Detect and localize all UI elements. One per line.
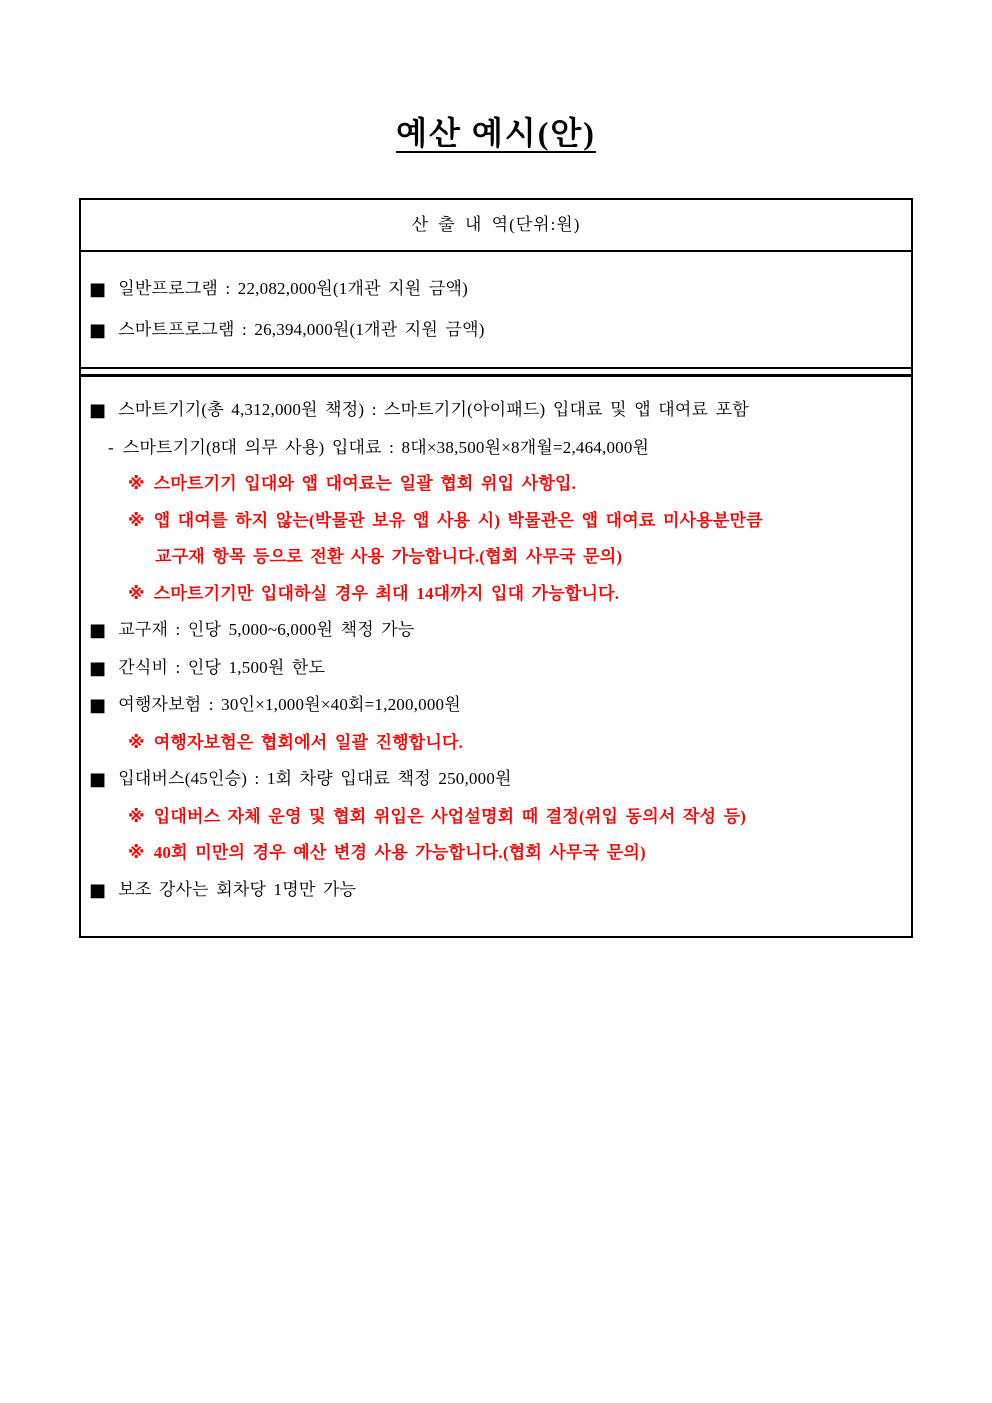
note-text: 스마트기기만 입대하실 경우 최대 14대까지 입대 가능합니다. bbox=[153, 583, 620, 603]
bullet-square-icon: ■ bbox=[89, 400, 107, 421]
note-row bbox=[81, 503, 911, 540]
note-row bbox=[81, 576, 911, 613]
page-title bbox=[79, 0, 913, 154]
row-text: 보조 강사는 회차당 1명만 가능 bbox=[118, 879, 357, 899]
table-row bbox=[81, 612, 911, 650]
bullet-square-icon: ■ bbox=[89, 769, 107, 790]
table-row bbox=[81, 392, 911, 430]
row-text: 여행자보험 : 30인×1,000원×40회=1,200,000원 bbox=[118, 695, 461, 714]
budget-table bbox=[79, 198, 913, 938]
note-row bbox=[81, 835, 911, 872]
note-row-continuation bbox=[81, 539, 911, 576]
bullet-square-icon: ■ bbox=[89, 620, 107, 641]
table-section-details bbox=[81, 377, 911, 936]
table-row bbox=[81, 650, 911, 688]
dash-marker: - bbox=[108, 437, 114, 457]
section-divider bbox=[81, 369, 911, 377]
row-text: 일반프로그램 : 22,082,000원(1개관 지원 금액) bbox=[118, 279, 468, 298]
bullet-square-icon: ■ bbox=[89, 695, 107, 716]
note-row bbox=[81, 466, 911, 503]
row-text: 스마트프로그램 : 26,394,000원(1개관 지원 금액) bbox=[118, 320, 485, 339]
row-text: 교구재 : 인당 5,000~6,000원 책정 가능 bbox=[118, 620, 415, 639]
note-text: 여행자보험은 협회에서 일괄 진행합니다. bbox=[153, 732, 464, 752]
note-text: 교구재 항목 등으로 전환 사용 가능합니다.(협회 사무국 문의) bbox=[155, 547, 623, 566]
page-title-text: 예산 예시(안) bbox=[396, 115, 596, 151]
table-section-totals bbox=[81, 252, 911, 369]
reference-mark-icon: ※ bbox=[128, 510, 145, 531]
note-text: 앱 대여를 하지 않는(박물관 보유 앱 사용 시) 박물관은 앱 대여료 미사용분만큼 bbox=[153, 510, 763, 530]
table-row bbox=[81, 310, 911, 351]
note-text: 40회 미만의 경우 예산 변경 사용 가능합니다.(협회 사무국 문의) bbox=[153, 843, 646, 862]
bullet-square-icon: ■ bbox=[89, 879, 107, 901]
bullet-square-icon: ■ bbox=[89, 279, 107, 300]
table-header: 산 출 내 역(단위:원) bbox=[81, 200, 911, 252]
table-subrow bbox=[81, 430, 911, 467]
table-row bbox=[81, 872, 911, 910]
note-row bbox=[81, 725, 911, 762]
reference-mark-icon: ※ bbox=[128, 474, 145, 494]
note-row bbox=[81, 799, 911, 836]
bullet-square-icon: ■ bbox=[89, 657, 107, 679]
reference-mark-icon: ※ bbox=[128, 583, 145, 604]
row-text: 간식비 : 인당 1,500원 한도 bbox=[118, 657, 326, 677]
note-text: 입대버스 자체 운영 및 협회 위입은 사업설명회 때 결정(위입 동의서 작성 등) bbox=[153, 806, 747, 826]
table-row bbox=[81, 269, 911, 310]
row-text: 입대버스(45인승) : 1회 차량 입대료 책정 250,000원 bbox=[118, 769, 512, 788]
bullet-square-icon: ■ bbox=[89, 320, 107, 341]
note-text: 스마트기기 입대와 앱 대여료는 일괄 협회 위입 사항입. bbox=[153, 474, 577, 493]
table-row bbox=[81, 687, 911, 725]
reference-mark-icon: ※ bbox=[128, 732, 145, 753]
row-text: 스마트기기(8대 의무 사용) 입대료 : 8대×38,500원×8개월=2,464,000원 bbox=[122, 437, 650, 457]
reference-mark-icon: ※ bbox=[128, 806, 145, 827]
row-text: 스마트기기(총 4,312,000원 책정) : 스마트기기(아이패드) 입대료 및 앱 대여료 포함 bbox=[118, 400, 749, 419]
table-row bbox=[81, 761, 911, 799]
reference-mark-icon: ※ bbox=[128, 843, 145, 863]
